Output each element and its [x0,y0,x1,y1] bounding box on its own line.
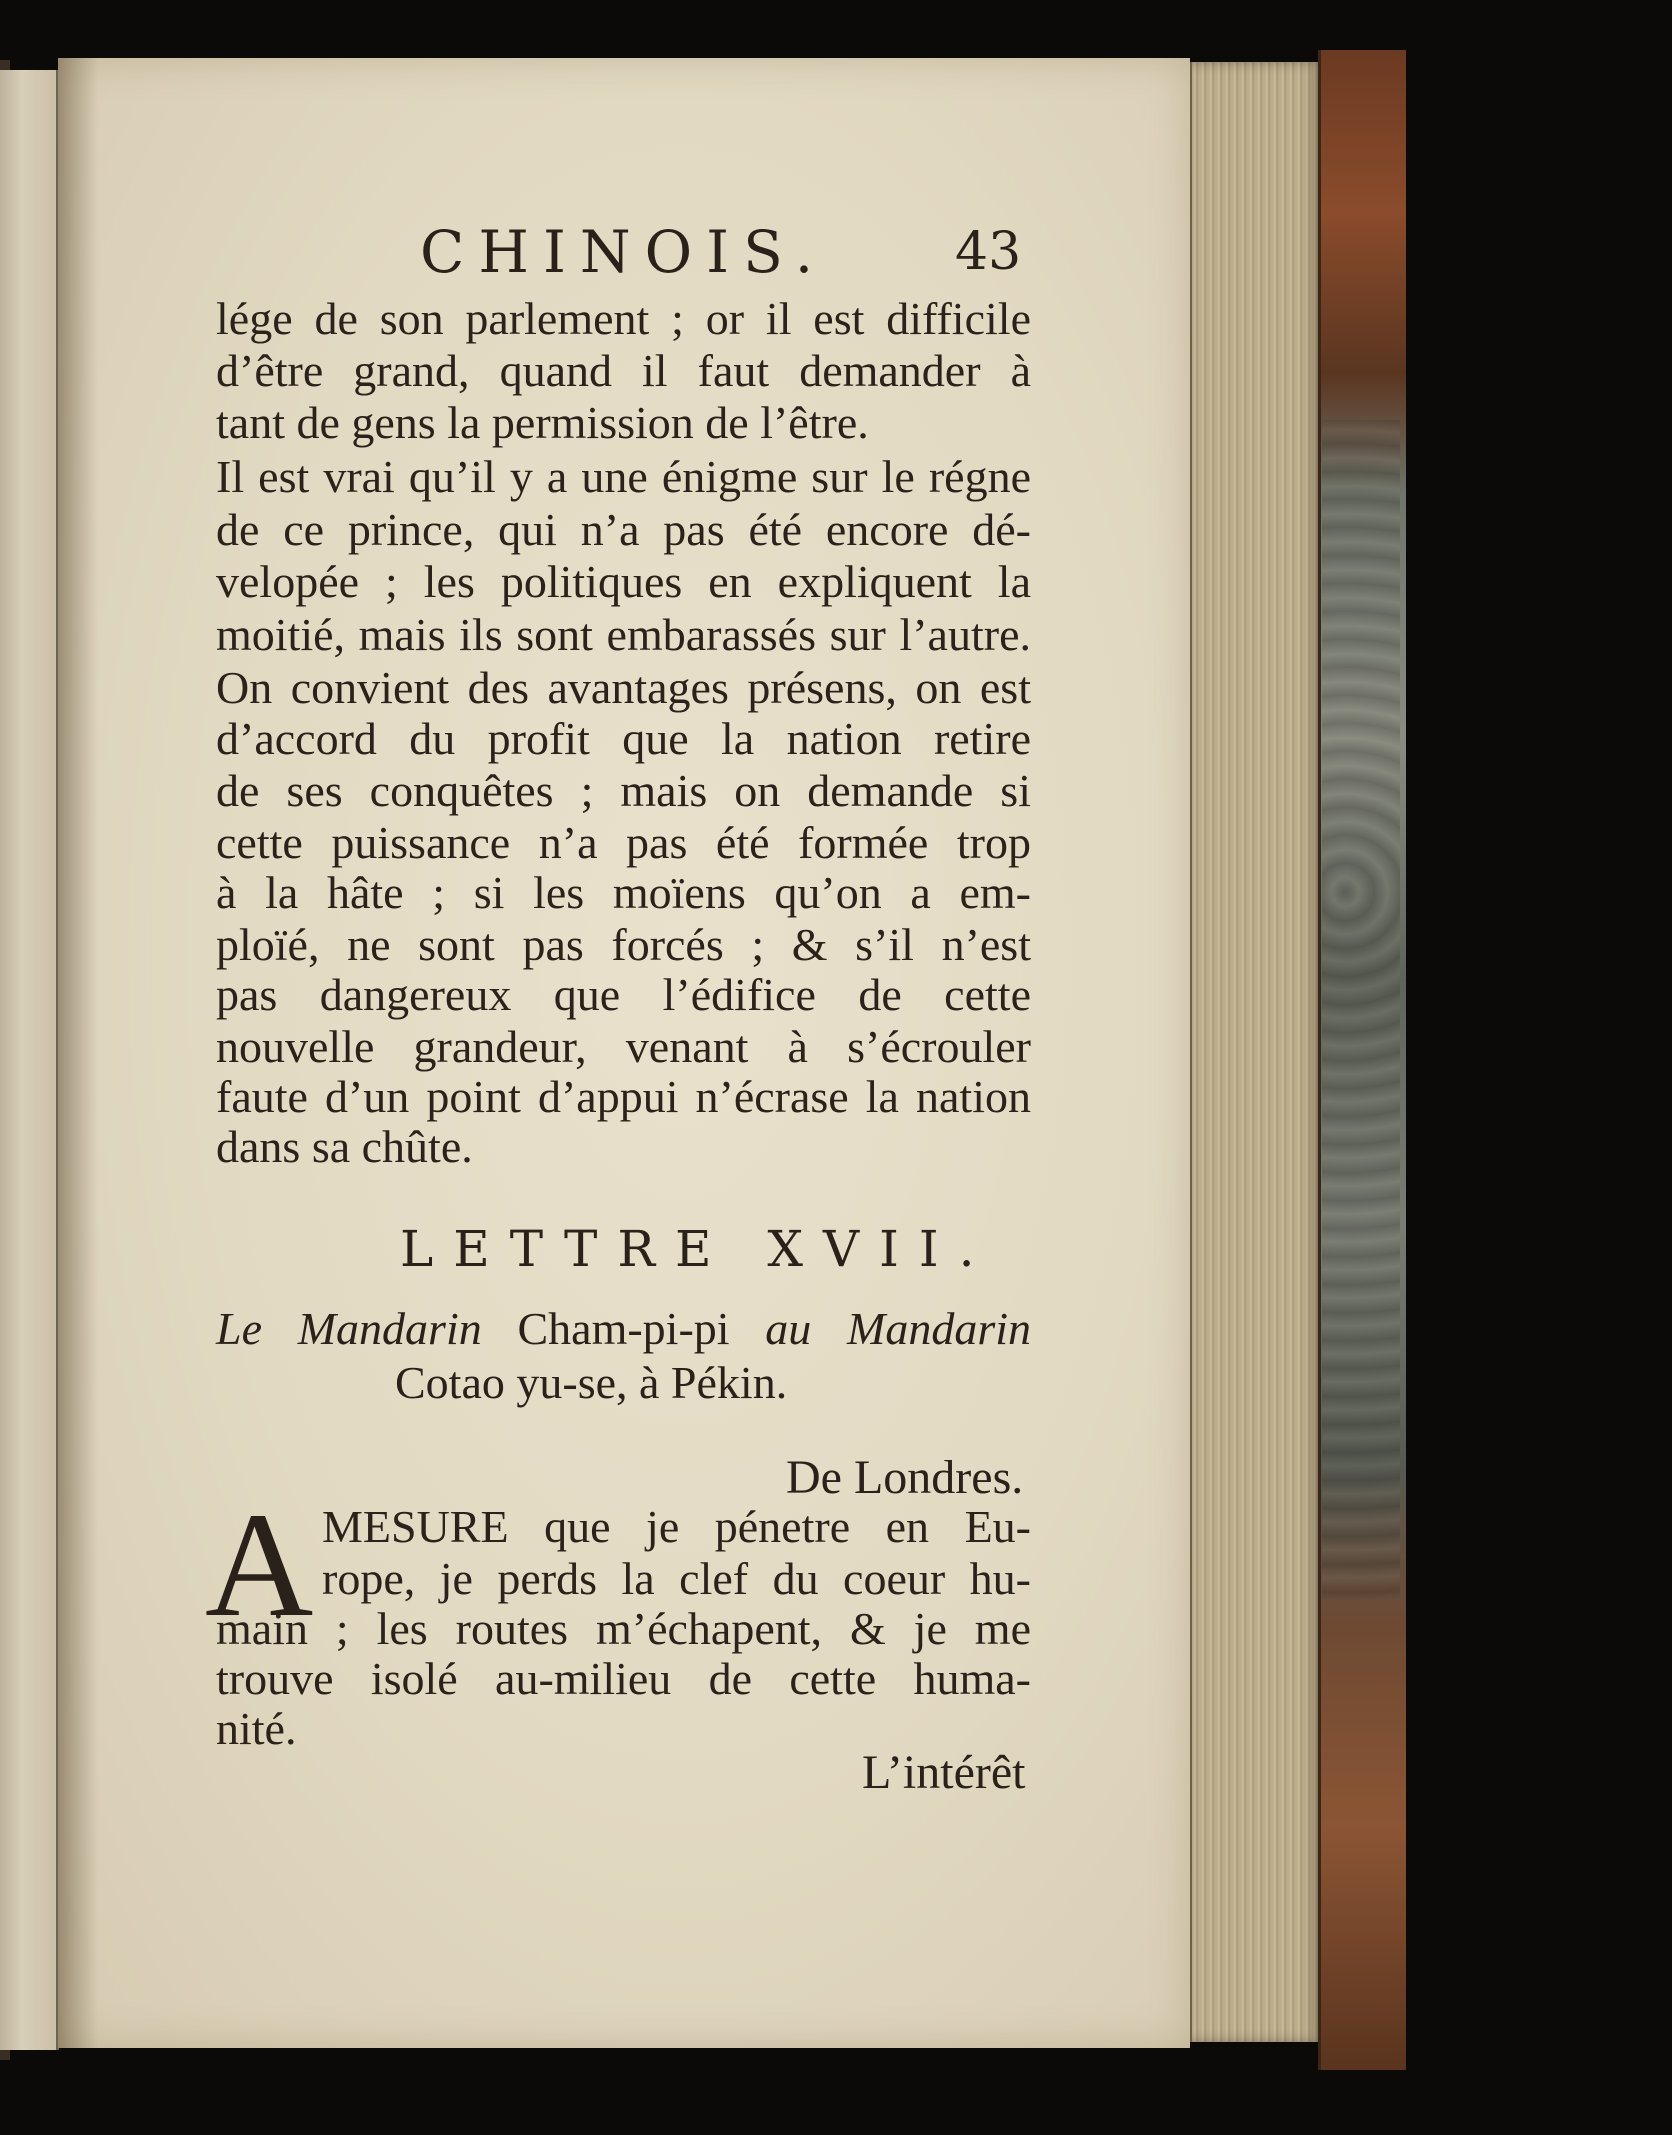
text-line: rope, je perds la clef du coeur hu- [322,1553,1031,1604]
running-head: CHINOIS. [420,218,828,286]
text-line: nouvelle grandeur, venant à s’écrouler [216,1021,1031,1072]
text-line: d’accord du profit que la nation retire [216,713,1031,764]
text-line: de ce prince, qui n’a pas été encore dé- [216,504,1031,555]
text-line: lége de son parlement ; or il est difficile [216,293,1031,344]
text-line: moitié, mais ils sont embarassés sur l’autre. [216,609,1031,660]
gutter-shadow [58,58,98,2048]
catchword: L’intérêt [862,1746,1026,1799]
page-number: 43 [955,222,1022,282]
page-block-edges [1190,62,1322,2042]
letter-heading-line-1 [216,1302,1031,1355]
text-line: de ses conquêtes ; mais on demande si [216,765,1031,816]
text-line: à la hâte ; si les moïens qu’on a em- [216,867,1031,918]
drop-cap: A [205,1482,314,1648]
text-line: d’être grand, quand il faut demander à [216,345,1031,396]
text-line: trouve isolé au-milieu de cette huma- [216,1653,1031,1704]
text-line: nité. [216,1703,297,1754]
text-line: main ; les routes m’échapent, & je me [216,1603,1031,1654]
text-line: tant de gens la permission de l’être. [216,397,869,448]
text-line: faute d’un point d’appui n’écrase la nation [216,1071,1031,1122]
text-line: cette puissance n’a pas été formée trop [216,817,1031,868]
text-line: pas dangereux que l’édifice de cette [216,969,1031,1020]
letter-title: LETTRE XVII. [400,1220,995,1278]
text-line: MESURE que je pénetre en Eu- [322,1501,1031,1552]
left-page-edge [0,70,59,2050]
heading-sender-name: Cham-pi-pi [517,1303,730,1354]
marbled-cover-pattern [1322,420,1400,1600]
text-line: velopée ; les politiques en expliquent la [216,556,1031,607]
dateline: De Londres. [786,1451,1024,1504]
text-line: Il est vrai qu’il y a une énigme sur le régne [216,451,1031,502]
text-line: ploïé, ne sont pas forcés ; & s’il n’est [216,919,1031,970]
letter-heading-line-2: Cotao yu-se, à Pékin. [395,1357,788,1408]
text-line: dans sa chûte. [216,1121,473,1172]
heading-sender-title: Le Mandarin [216,1303,482,1354]
text-line: On convient des avantages présens, on est [216,662,1031,713]
heading-recipient-title: au Mandarin [765,1303,1032,1354]
